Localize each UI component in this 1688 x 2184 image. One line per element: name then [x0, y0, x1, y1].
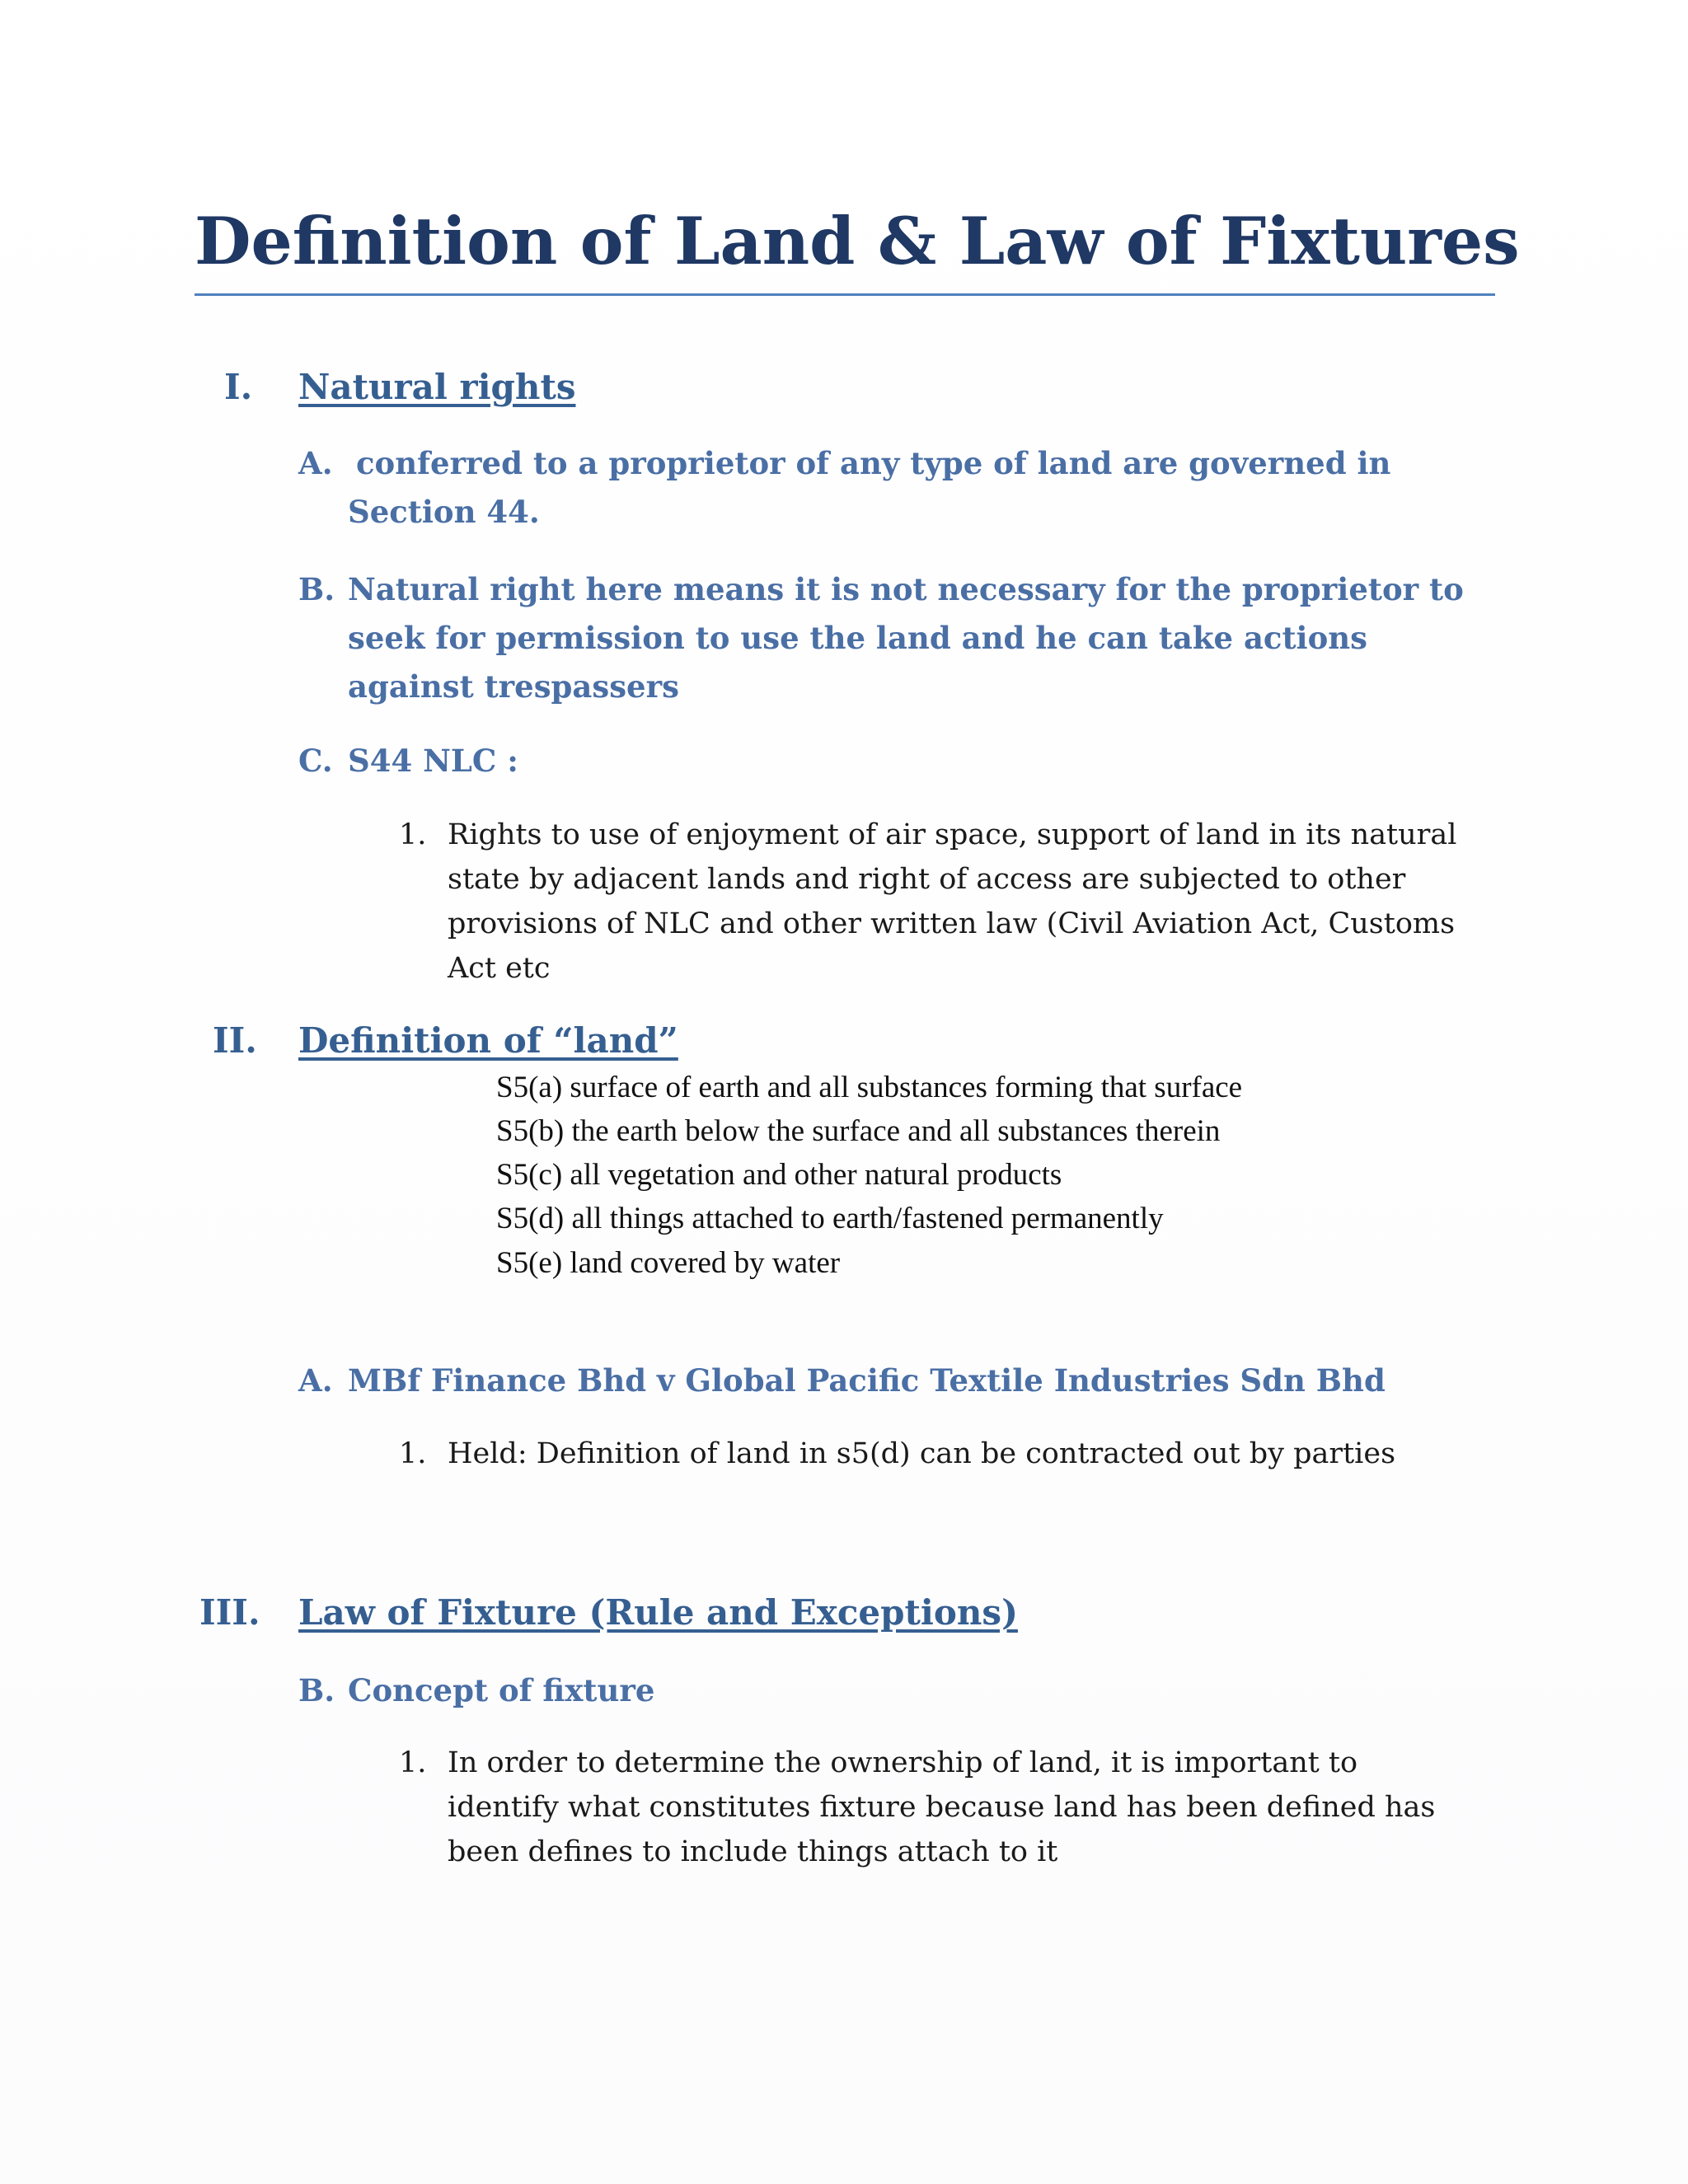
item-text: Natural right here means it is not necessary for the proprietor to seek for permission to use the land and he can take actions against trespassers — [348, 571, 1464, 705]
document-title: Definition of Land & Law of Fixtures — [195, 203, 1520, 279]
section-numeral: I. — [224, 367, 253, 407]
point-text: Held: Definition of land in s5(d) can be contracted out by parties — [448, 1437, 1396, 1470]
item-letter: C. — [298, 743, 333, 779]
item-letter: B. — [298, 571, 335, 607]
section-heading: Law of Fixture (Rule and Exceptions) — [298, 1592, 1018, 1633]
definition-line: S5(c) all vegetation and other natural products — [496, 1158, 1062, 1192]
point-number: 1. — [399, 1746, 427, 1779]
section-numeral: II. — [213, 1020, 257, 1061]
item-letter: B. — [298, 1672, 335, 1708]
title-divider — [195, 293, 1495, 296]
item-letter: A. — [298, 445, 333, 481]
item-text: Concept of fixture — [348, 1672, 655, 1708]
section-numeral: III. — [199, 1592, 260, 1633]
definition-line: S5(e) land covered by water — [496, 1246, 841, 1280]
point-number: 1. — [399, 818, 427, 851]
item-text: S44 NLC : — [348, 743, 518, 779]
item-letter: A. — [298, 1362, 333, 1399]
item-text: conferred to a proprietor of any type of land are governed in Section 44. — [348, 445, 1391, 530]
definition-line: S5(a) surface of earth and all substances forming that surface — [496, 1071, 1243, 1104]
point-text: Rights to use of enjoyment of air space, support of land in its natural state by adjacent lands and right of access are subjected to other provisions of NLC and other written law (Civil Aviation Act, Customs Act etc — [448, 818, 1457, 985]
case-citation: MBf Finance Bhd v Global Pacific Textile Industries Sdn Bhd — [348, 1362, 1386, 1399]
section-heading: Natural rights — [298, 367, 576, 407]
section-heading: Definition of “land” — [298, 1020, 678, 1061]
point-text: In order to determine the ownership of land, it is important to identify what constitutes fixture because land has been defined has been defines to include things attach to it — [448, 1746, 1436, 1868]
point-number: 1. — [399, 1437, 427, 1470]
definition-line: S5(d) all things attached to earth/fastened permanently — [496, 1202, 1164, 1235]
definition-line: S5(b) the earth below the surface and all substances therein — [496, 1114, 1221, 1148]
